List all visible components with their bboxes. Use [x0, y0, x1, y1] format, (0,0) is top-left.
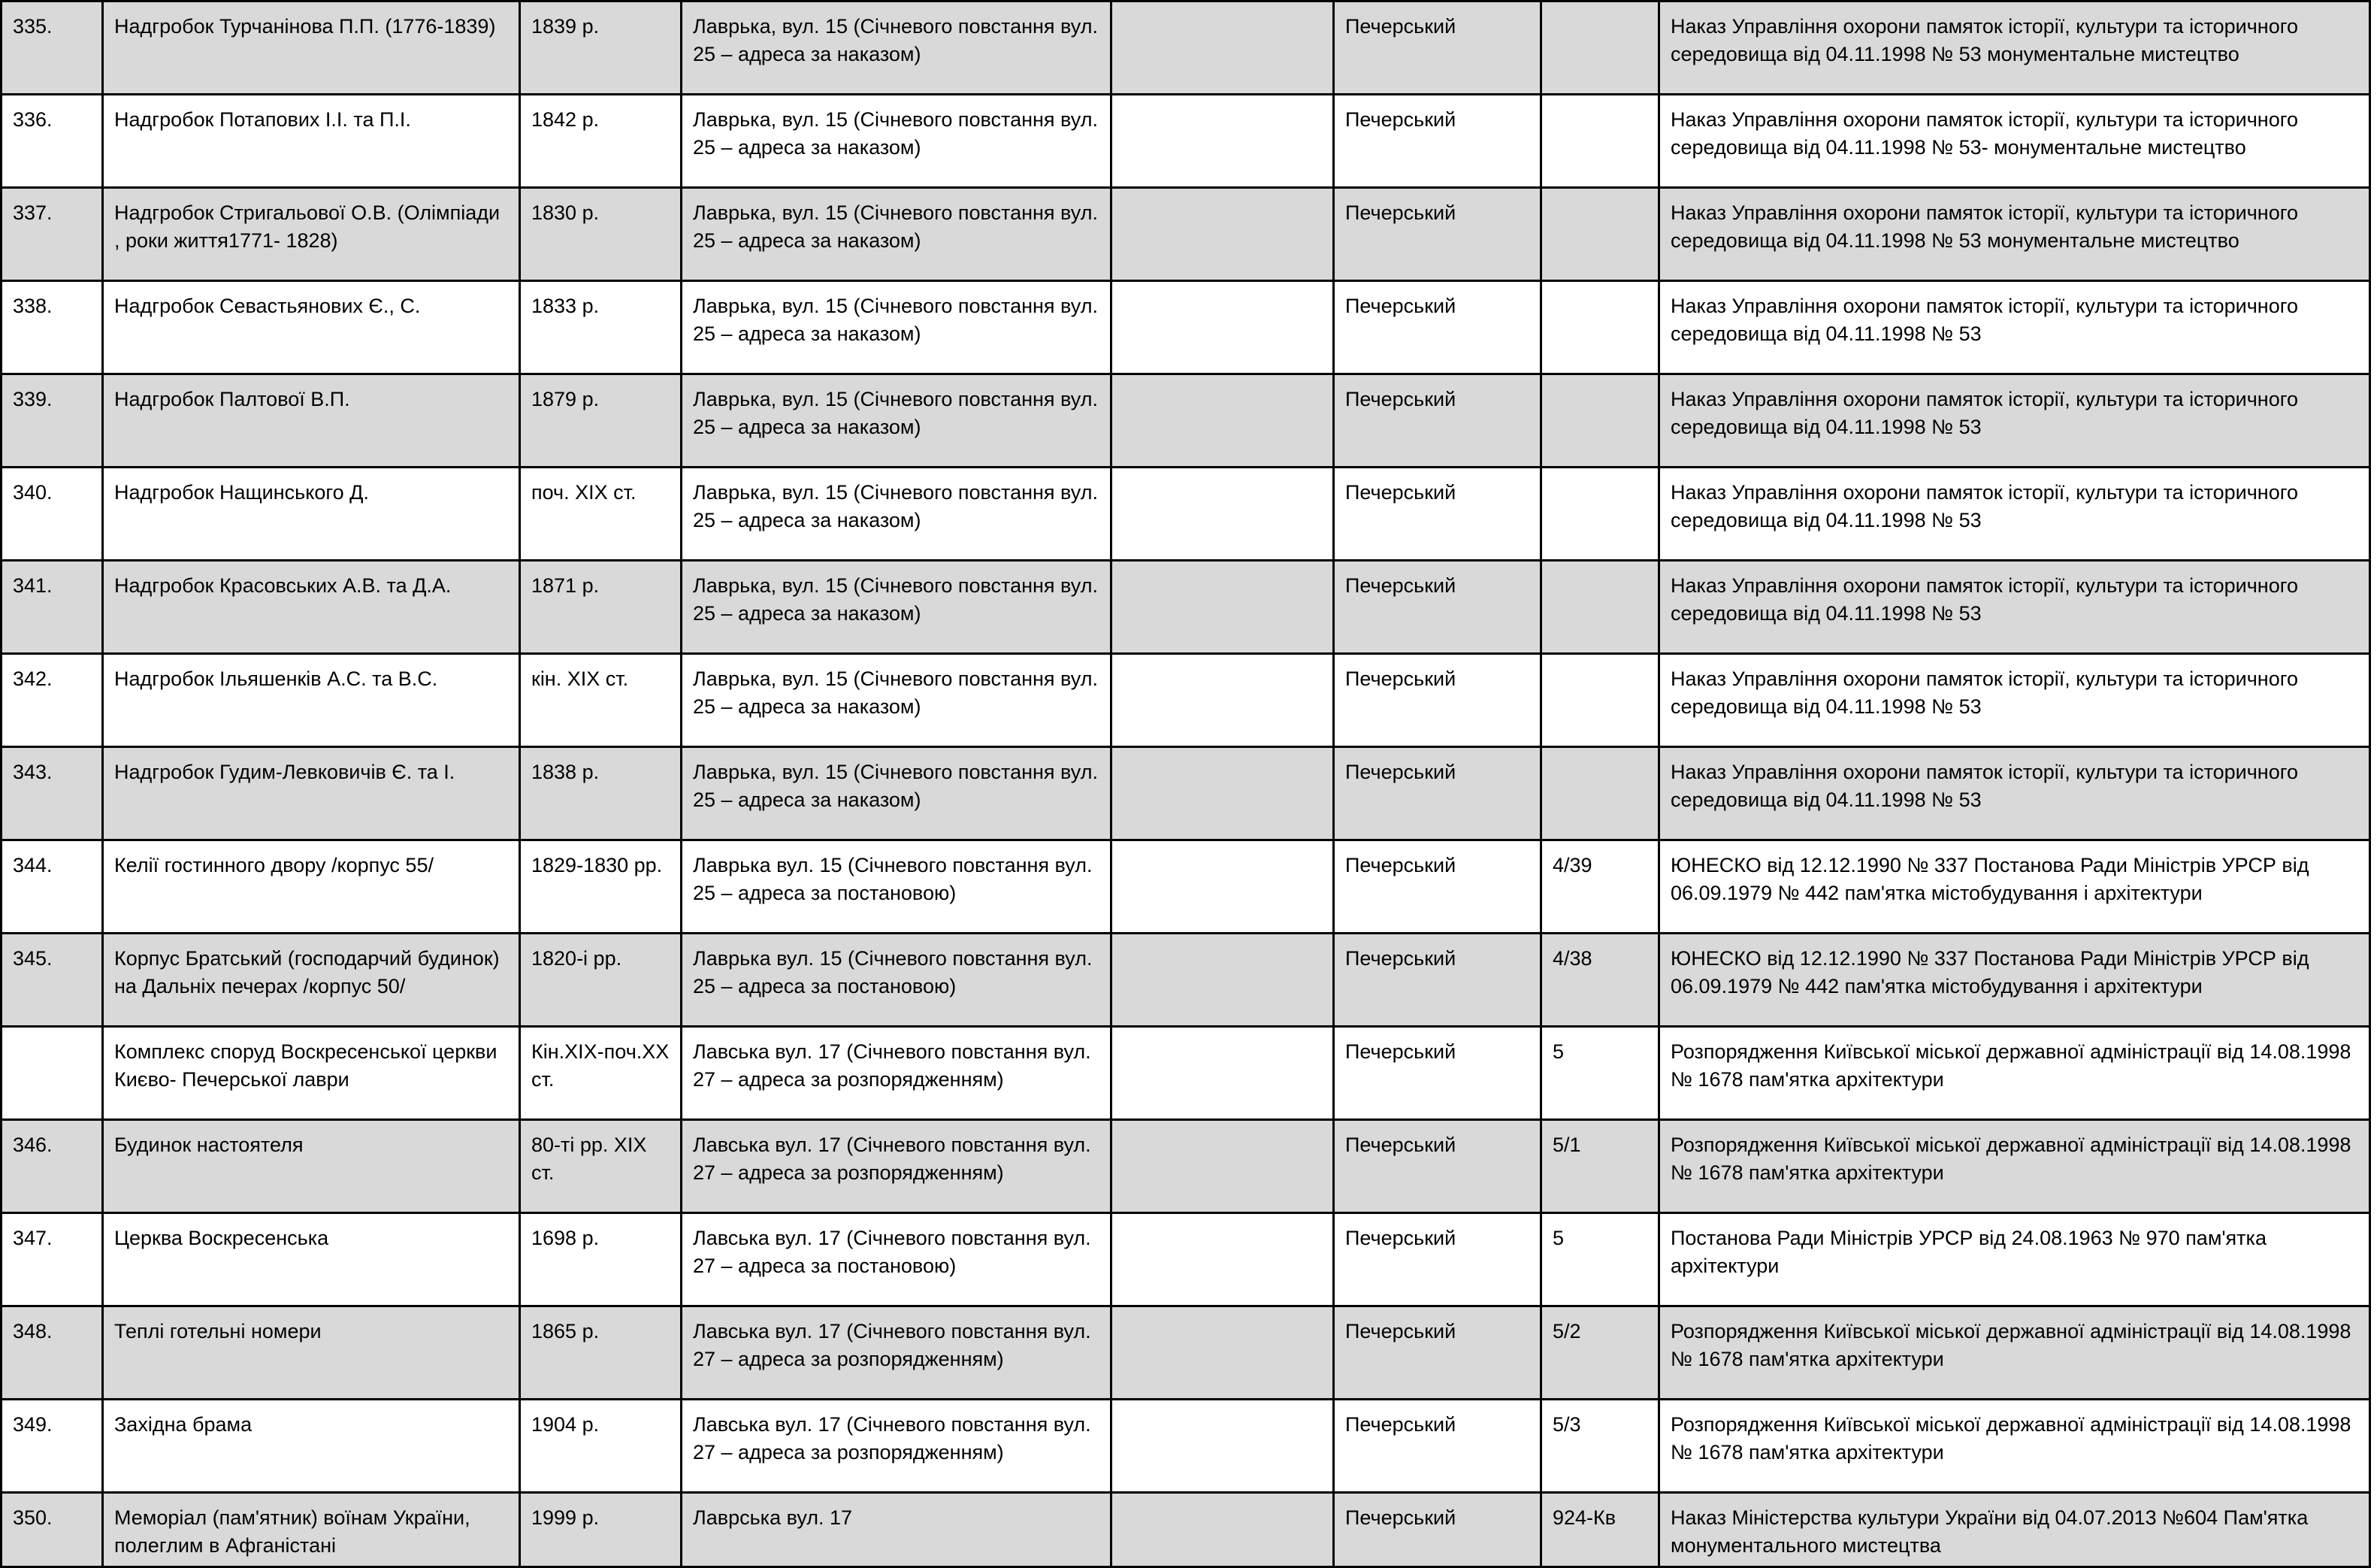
object-name: Надгробок Гудим-Левковичів Є. та І.: [103, 747, 520, 840]
object-name: Надгробок Красовських А.В. та Д.А.: [103, 561, 520, 654]
object-address: Лаврька, вул. 15 (Січневого повстання вул. 25 – адреса за наказом): [682, 561, 1111, 654]
object-name: Надгробок Ільяшенків А.С. та В.С.: [103, 654, 520, 747]
protection-number: [1541, 468, 1659, 561]
object-address: Лавська вул. 17 (Січневого повстання вул. 27 – адреса за розпорядженням): [682, 1027, 1111, 1120]
district: Печерський: [1334, 654, 1541, 747]
object-date: 1842 р.: [520, 95, 682, 188]
row-number: 348.: [2, 1306, 103, 1400]
protection-number: 924-Кв: [1541, 1493, 1659, 1567]
row-number: [2, 1027, 103, 1120]
object-date: 1871 р.: [520, 561, 682, 654]
object-date: 1865 р.: [520, 1306, 682, 1400]
protection-number: 5/2: [1541, 1306, 1659, 1400]
district: Печерський: [1334, 95, 1541, 188]
empty-cell: [1111, 2, 1334, 95]
protection-number: [1541, 281, 1659, 374]
table-row: [2, 654, 2370, 747]
row-number: 345.: [2, 934, 103, 1027]
table-row: [2, 1120, 2370, 1213]
protection-number: 4/38: [1541, 934, 1659, 1027]
empty-cell: [1111, 95, 1334, 188]
table-body: [2, 2, 2370, 1567]
legal-document: Наказ Управління охорони памяток історії, культури та історичного середовища від 04.11.1998 № 53 монументальне мистецтво: [1659, 2, 2370, 95]
row-number: 341.: [2, 561, 103, 654]
protection-number: 5: [1541, 1213, 1659, 1306]
object-name: Комплекс споруд Воскресенської церкви Києво- Печерської лаври: [103, 1027, 520, 1120]
district: Печерський: [1334, 1400, 1541, 1493]
empty-cell: [1111, 1027, 1334, 1120]
object-address: Лаврька вул. 15 (Січневого повстання вул. 25 – адреса за постановою): [682, 934, 1111, 1027]
object-address: Лавська вул. 17 (Січневого повстання вул. 27 – адреса за розпорядженням): [682, 1306, 1111, 1400]
object-name: Надгробок Турчанінова П.П. (1776-1839): [103, 2, 520, 95]
table-row: [2, 747, 2370, 840]
protection-number: [1541, 747, 1659, 840]
row-number: 336.: [2, 95, 103, 188]
row-number: 350.: [2, 1493, 103, 1567]
district: Печерський: [1334, 1120, 1541, 1213]
object-address: Лаврька, вул. 15 (Січневого повстання вул. 25 – адреса за наказом): [682, 95, 1111, 188]
object-date: поч. ХІХ ст.: [520, 468, 682, 561]
object-name: Надгробок Палтової В.П.: [103, 374, 520, 468]
row-number: 342.: [2, 654, 103, 747]
row-number: 343.: [2, 747, 103, 840]
empty-cell: [1111, 281, 1334, 374]
district: Печерський: [1334, 188, 1541, 281]
object-date: кін. ХІХ ст.: [520, 654, 682, 747]
district: Печерський: [1334, 1306, 1541, 1400]
table-row: [2, 1213, 2370, 1306]
protection-number: 5/3: [1541, 1400, 1659, 1493]
object-name: Меморіал (пам'ятник) воїнам України, полеглим в Афганістані: [103, 1493, 520, 1567]
object-date: Кін.ХІХ-поч.ХХ ст.: [520, 1027, 682, 1120]
table-row: [2, 468, 2370, 561]
legal-document: Наказ Управління охорони памяток історії, культури та історичного середовища від 04.11.1998 № 53- монументальне мистецтво: [1659, 95, 2370, 188]
legal-document: Наказ Управління охорони памяток історії, культури та історичного середовища від 04.11.1998 № 53: [1659, 374, 2370, 468]
row-number: 340.: [2, 468, 103, 561]
object-date: 1820-і рр.: [520, 934, 682, 1027]
empty-cell: [1111, 1400, 1334, 1493]
row-number: 347.: [2, 1213, 103, 1306]
table-row: [2, 840, 2370, 934]
row-number: 349.: [2, 1400, 103, 1493]
district: Печерський: [1334, 374, 1541, 468]
row-number: 346.: [2, 1120, 103, 1213]
object-address: Лавська вул. 17 (Січневого повстання вул. 27 – адреса за розпорядженням): [682, 1400, 1111, 1493]
object-date: 1833 р.: [520, 281, 682, 374]
empty-cell: [1111, 654, 1334, 747]
object-address: Лаврька, вул. 15 (Січневого повстання вул. 25 – адреса за наказом): [682, 468, 1111, 561]
object-name: Келії гостинного двору /корпус 55/: [103, 840, 520, 934]
table-row: [2, 1400, 2370, 1493]
table-row: [2, 95, 2370, 188]
legal-document: Постанова Ради Міністрів УРСР від 24.08.1963 № 970 пам'ятка архітектури: [1659, 1213, 2370, 1306]
table-row: [2, 1027, 2370, 1120]
object-name: Корпус Братський (господарчий будинок) на Дальніх печерах /корпус 50/: [103, 934, 520, 1027]
empty-cell: [1111, 468, 1334, 561]
protection-number: [1541, 654, 1659, 747]
protection-number: 5/1: [1541, 1120, 1659, 1213]
district: Печерський: [1334, 934, 1541, 1027]
protection-number: 4/39: [1541, 840, 1659, 934]
empty-cell: [1111, 1306, 1334, 1400]
object-date: 1999 р.: [520, 1493, 682, 1567]
object-address: Лаврька, вул. 15 (Січневого повстання вул. 25 – адреса за наказом): [682, 188, 1111, 281]
object-address: Лаврька, вул. 15 (Січневого повстання вул. 25 – адреса за наказом): [682, 747, 1111, 840]
legal-document: Наказ Управління охорони памяток історії, культури та історичного середовища від 04.11.1998 № 53: [1659, 281, 2370, 374]
object-address: Лавська вул. 17 (Січневого повстання вул. 27 – адреса за розпорядженням): [682, 1120, 1111, 1213]
object-date: 1838 р.: [520, 747, 682, 840]
district: Печерський: [1334, 468, 1541, 561]
object-date: 1879 р.: [520, 374, 682, 468]
district: Печерський: [1334, 1213, 1541, 1306]
object-name: Надгробок Нащинського Д.: [103, 468, 520, 561]
object-address: Лаврька, вул. 15 (Січневого повстання вул. 25 – адреса за наказом): [682, 2, 1111, 95]
legal-document: Розпорядження Київської міської державної адміністрації від 14.08.1998 № 1678 пам'ятка архітектури: [1659, 1120, 2370, 1213]
object-date: 1829-1830 рр.: [520, 840, 682, 934]
empty-cell: [1111, 1493, 1334, 1567]
empty-cell: [1111, 840, 1334, 934]
protection-number: 5: [1541, 1027, 1659, 1120]
legal-document: Наказ Управління охорони памяток історії, культури та історичного середовища від 04.11.1998 № 53: [1659, 654, 2370, 747]
district: Печерський: [1334, 747, 1541, 840]
row-number: 337.: [2, 188, 103, 281]
legal-document: ЮНЕСКО від 12.12.1990 № 337 Постанова Ради Міністрів УРСР від 06.09.1979 № 442 пам'ятка містобудування і архітектури: [1659, 934, 2370, 1027]
row-number: 339.: [2, 374, 103, 468]
district: Печерський: [1334, 1493, 1541, 1567]
legal-document: Наказ Міністерства культури України від 04.07.2013 №604 Пам'ятка монументального мистецтва: [1659, 1493, 2370, 1567]
object-name: Надгробок Потапових І.І. та П.І.: [103, 95, 520, 188]
protection-number: [1541, 561, 1659, 654]
object-address: Лаврька вул. 15 (Січневого повстання вул. 25 – адреса за постановою): [682, 840, 1111, 934]
table-row: [2, 188, 2370, 281]
district: Печерський: [1334, 1027, 1541, 1120]
object-address: Лаврська вул. 17: [682, 1493, 1111, 1567]
protection-number: [1541, 188, 1659, 281]
object-address: Лаврька, вул. 15 (Січневого повстання вул. 25 – адреса за наказом): [682, 281, 1111, 374]
row-number: 335.: [2, 2, 103, 95]
legal-document: Наказ Управління охорони памяток історії, культури та історичного середовища від 04.11.1998 № 53: [1659, 561, 2370, 654]
protection-number: [1541, 95, 1659, 188]
object-address: Лаврька, вул. 15 (Січневого повстання вул. 25 – адреса за наказом): [682, 374, 1111, 468]
object-date: 80-ті рр. ХІХ ст.: [520, 1120, 682, 1213]
legal-document: Наказ Управління охорони памяток історії, культури та історичного середовища від 04.11.1998 № 53 монументальне мистецтво: [1659, 188, 2370, 281]
object-name: Церква Воскресенська: [103, 1213, 520, 1306]
empty-cell: [1111, 561, 1334, 654]
district: Печерський: [1334, 840, 1541, 934]
table-row: [2, 1493, 2370, 1567]
legal-document: Наказ Управління охорони памяток історії, культури та історичного середовища від 04.11.1998 № 53: [1659, 468, 2370, 561]
table-row: [2, 934, 2370, 1027]
district: Печерський: [1334, 281, 1541, 374]
table-row: [2, 281, 2370, 374]
protection-number: [1541, 374, 1659, 468]
object-date: 1698 р.: [520, 1213, 682, 1306]
legal-document: Розпорядження Київської міської державної адміністрації від 14.08.1998 № 1678 пам'ятка архітектури: [1659, 1306, 2370, 1400]
row-number: 338.: [2, 281, 103, 374]
empty-cell: [1111, 747, 1334, 840]
object-date: 1830 р.: [520, 188, 682, 281]
legal-document: ЮНЕСКО від 12.12.1990 № 337 Постанова Ради Міністрів УРСР від 06.09.1979 № 442 пам'ятка містобудування і архітектури: [1659, 840, 2370, 934]
object-name: Західна брама: [103, 1400, 520, 1493]
object-name: Теплі готельні номери: [103, 1306, 520, 1400]
empty-cell: [1111, 1120, 1334, 1213]
protection-number: [1541, 2, 1659, 95]
district: Печерський: [1334, 561, 1541, 654]
legal-document: Розпорядження Київської міської державної адміністрації від 14.08.1998 № 1678 пам'ятка архітектури: [1659, 1027, 2370, 1120]
object-name: Будинок настоятеля: [103, 1120, 520, 1213]
legal-document: Наказ Управління охорони памяток історії, культури та історичного середовища від 04.11.1998 № 53: [1659, 747, 2370, 840]
table-row: [2, 2, 2370, 95]
object-address: Лаврька, вул. 15 (Січневого повстання вул. 25 – адреса за наказом): [682, 654, 1111, 747]
object-name: Надгробок Севастьянових Є., С.: [103, 281, 520, 374]
empty-cell: [1111, 188, 1334, 281]
empty-cell: [1111, 934, 1334, 1027]
object-date: 1839 р.: [520, 2, 682, 95]
district: Печерський: [1334, 2, 1541, 95]
object-name: Надгробок Стригальової О.В. (Олімпіади , роки життя1771- 1828): [103, 188, 520, 281]
empty-cell: [1111, 374, 1334, 468]
object-address: Лавська вул. 17 (Січневого повстання вул. 27 – адреса за постановою): [682, 1213, 1111, 1306]
empty-cell: [1111, 1213, 1334, 1306]
table-row: [2, 561, 2370, 654]
table-row: [2, 1306, 2370, 1400]
row-number: 344.: [2, 840, 103, 934]
legal-document: Розпорядження Київської міської державної адміністрації від 14.08.1998 № 1678 пам'ятка архітектури: [1659, 1400, 2370, 1493]
table-row: [2, 374, 2370, 468]
object-date: 1904 р.: [520, 1400, 682, 1493]
